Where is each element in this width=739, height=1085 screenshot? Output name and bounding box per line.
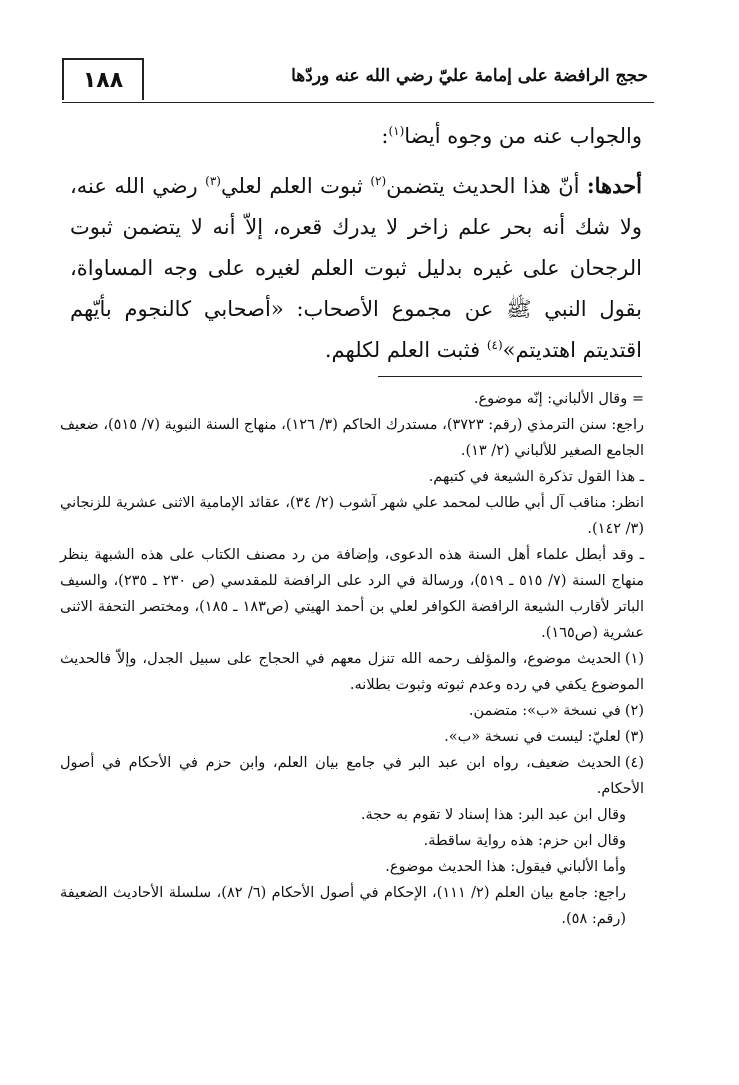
main-text: [70, 116, 642, 379]
footnote-continuation: = وقال الألباني: إنّه موضوع.: [473, 391, 644, 407]
point-text-c: رضي الله عنه، ولا شك أنه بحر علم زاخر لا يدرك قعره، إلاّ أنه لا يتضمن ثبوت الرجحان على غيره بدليل ثبوت العلم لغيره على وجه المساواة، بقول النبي ﷺ عن مجموع الأصحاب: «أصحابي كالنجوم بأيّهم اقتديتم اهتديتم»: [70, 174, 642, 362]
footnote-4-line: راجع: جامع بيان العلم (٢/ ١١١)، الإحكام في أصول الأحكام (٦/ ٨٢)، سلسلة الأحاديث الضعيفة (رقم: ٥٨).: [60, 885, 626, 927]
footnote-4: [60, 750, 644, 802]
footnote-continuation: ـ وقد أبطل علماء أهل السنة هذه الدعوى، وإضافة من رد مصنف الكتاب على هذه الشبهة ينظر منهاج السنة (٧/ ٥١٥ ـ ٥١٩)، ورسالة في الرد على الرافضة للمقدسي (ص ٢٣٠ ـ ٢٣٥)، والسيف الباتر لأقارب الشيعة الرافضة الكوافر لعلي بن أحمد الهيتي (ص١٨٣ ـ ١٨٥)، ومختصر التحفة الاثنى عشرية (ص١٦٥).: [60, 547, 645, 641]
footnote-4-line: وأما الألباني فيقول: هذا الحديث موضوع.: [385, 859, 626, 875]
point-text-d: فثبت العلم لكلهم.: [324, 338, 481, 362]
paragraph-intro: [70, 116, 642, 157]
footnote-divider: [378, 376, 642, 377]
footnote-continuation: ـ هذا القول تذكرة الشيعة في كتبهم.: [428, 469, 644, 485]
footnote-number: (٣): [624, 729, 644, 745]
footnote-number: (١): [624, 651, 644, 667]
paragraph-first-point: [70, 165, 642, 371]
footnote-ref-1: (١): [388, 124, 405, 138]
point-heading: أحدها:: [586, 173, 642, 198]
running-head: حجج الرافضة على إمامة عليّ رضي الله عنه وردّها: [291, 66, 648, 86]
footnote-text: في نسخة «ب»: متضمن.: [468, 703, 621, 719]
footnote-4-line: وقال ابن حزم: هذه رواية ساقطة.: [423, 833, 626, 849]
footnote-3: [60, 724, 644, 750]
footnote-1: [60, 646, 644, 698]
footnote-ref-2: (٢): [370, 174, 387, 188]
footnote-text: الحديث موضوع، والمؤلف رحمه الله تنزل معهم في الحجاج على سبيل الجدل، وإلاّ فالحديث الموضوع يكفي في رده وعدم ثبوته وثبوت بطلانه.: [60, 651, 644, 693]
point-text-a: أنّ هذا الحديث يتضمن: [386, 174, 580, 198]
footnote-text: لعليّ: ليست في نسخة «ب».: [444, 729, 621, 745]
point-text-b: ثبوت العلم لعلي: [220, 174, 363, 198]
page-header: [62, 58, 654, 103]
footnote-2: [60, 698, 644, 724]
footnote-number: (٤): [624, 755, 644, 771]
footnote-text: الحديث ضعيف، رواه ابن عبد البر في جامع بيان العلم، وابن حزم في الأحكام في أصول الأحكام.: [60, 755, 644, 797]
footnote-continuation: راجع: سنن الترمذي (رقم: ٣٧٢٣)، مستدرك الحاكم (٣/ ١٢٦)، منهاج السنة النبوية (٧/ ٥١٥)، ضعيف الجامع الصغير للألباني (٢/ ١٣).: [60, 417, 644, 459]
footnote-ref-4: (٤): [486, 338, 503, 352]
page-number: ١٨٨: [62, 58, 144, 100]
footnote-ref-3: (٣): [205, 174, 221, 188]
intro-text: والجواب عنه من وجوه أيضا: [404, 124, 642, 148]
intro-end: :: [381, 124, 389, 148]
footnote-continuation: انظر: مناقب آل أبي طالب لمحمد علي شهر آشوب (٢/ ٣٤)، عقائد الإمامية الاثنى عشرية للزنجاني (٣/ ١٤٢).: [60, 495, 644, 537]
footnote-number: (٢): [624, 703, 644, 719]
footnote-4-line: وقال ابن عبد البر: هذا إسناد لا تقوم به حجة.: [360, 807, 626, 823]
footnotes: [60, 386, 644, 932]
